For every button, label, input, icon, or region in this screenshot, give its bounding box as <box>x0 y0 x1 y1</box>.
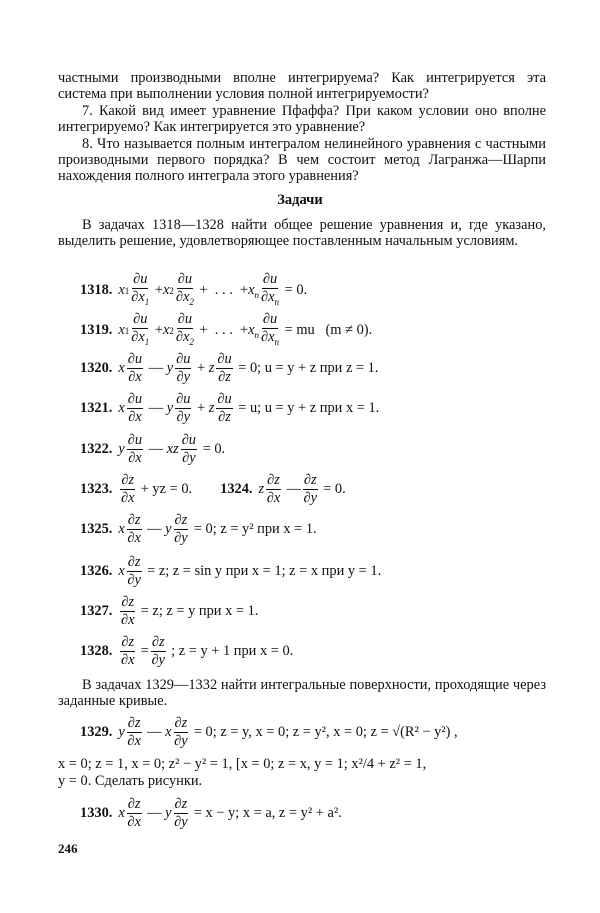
problem-number: 1322. <box>80 441 113 457</box>
problem-tail: + yz = 0. <box>140 481 193 497</box>
question-7: 7. Какой вид имеет уравнение Пфаффа? При каком условии оно вполне интегрируемо? Как интегрируется это уравнение? <box>58 103 546 135</box>
problem-tail: = 0. <box>202 441 226 457</box>
problem-number: 1327. <box>80 603 113 619</box>
instructions-1329-1332: В задачах 1329—1332 найти интегральные поверхности, проходящие через заданные кривые. <box>58 677 546 709</box>
problem-tail: = 0. <box>284 282 308 299</box>
problem-1329-line3: y = 0. Сделать рисунки. <box>58 773 203 789</box>
problem-tail: = z; z = y при x = 1. <box>140 603 259 619</box>
problem-number: 1323. <box>80 481 113 497</box>
problem-1321: 1321. x $\frac{\partial u}{\partial x}$ — y $\frac{\partial u}{\partial y}$ + z $\frac{\partial u}{\partial z}$ = u; u = y + z при x = 1. <box>80 391 380 425</box>
problem-number: 1326. <box>80 563 113 579</box>
problem-tail: = 0; u = y + z при z = 1. <box>238 360 379 376</box>
question-8: 8. Что называется полным интегралом нелинейного уравнения с частными производными первого порядка? В чем состоит метод Лагранжа—Шарпи нахождения полного интеграла этого уравнения? <box>58 136 546 184</box>
problem-number: 1318. <box>80 282 113 299</box>
problem-1328: 1328. $\frac{\partial z}{\partial x}$ = $\frac{\partial z}{\partial y}$ ; z = y + 1 при x = 0. <box>80 634 294 668</box>
problem-1329-line2: x = 0; z = 1, x = 0; z² − y² = 1, [x = 0; z = x, y = 1; x²/4 + z² = 1, <box>58 756 427 772</box>
problem-number: 1325. <box>80 521 113 537</box>
problem-1322: 1322. y $\frac{\partial u}{\partial x}$ — xz $\frac{\partial u}{\partial y}$ = 0. <box>80 432 226 466</box>
problem-number-1324: 1324. <box>220 481 253 497</box>
problem-tail: = 0; z = y, x = 0; z = y², x = 0; z = √(R² − y²) , <box>193 724 458 740</box>
problem-1320: 1320. x $\frac{\partial u}{\partial x}$ — y $\frac{\partial u}{\partial y}$ + z $\frac{\partial u}{\partial z}$ = 0; u = y + z при z = 1. <box>80 351 379 385</box>
problem-1326: 1326. x $\frac{\partial z}{\partial y}$ = z; z = sin y при x = 1; z = x при y = 1. <box>80 554 382 588</box>
problem-number: 1329. <box>80 724 113 740</box>
problem-number: 1330. <box>80 805 113 821</box>
problem-number: 1319. <box>80 322 113 339</box>
section-title: Задачи <box>277 192 323 208</box>
problem-1319: 1319. x 1 $\frac{\partial u}{\partial x_1}$ + x 2 $\frac{\partial u}{\partial x_2}$ + . . . + $x_n$ $\frac{\partial u}{\partial x_n}$ = mu (m ≠ 0). <box>80 311 373 347</box>
problem-tail: = u; u = y + z при x = 1. <box>238 400 380 416</box>
problem-1330: 1330. x $\frac{\partial z}{\partial x}$ — y $\frac{\partial z}{\partial y}$ = x − y; x = a, z = y² + a². <box>80 796 342 830</box>
problem-number: 1321. <box>80 400 113 416</box>
problem-1318: 1318. x 1 $\frac{\partial u}{\partial x_1}$ + x 2 $\frac{\partial u}{\partial x_2}$ + . . . + $x_n$ $\frac{\partial u}{\partial x_n}$ = 0. <box>80 271 308 307</box>
problem-1329: 1329. y $\frac{\partial z}{\partial x}$ — x $\frac{\partial z}{\partial y}$ = 0; z = y, x = 0; z = y², x = 0; z = √(R² − y²) , <box>80 715 458 749</box>
problem-tail: = 0; z = y² при x = 1. <box>193 521 317 537</box>
problem-1325: 1325. x $\frac{\partial z}{\partial x}$ — y $\frac{\partial z}{\partial y}$ = 0; z = y² при x = 1. <box>80 512 317 546</box>
problem-tail-1324: = 0. <box>323 481 346 497</box>
problem-1327: 1327. $\frac{\partial z}{\partial x}$ = z; z = y при x = 1. <box>80 594 259 628</box>
page-number: 246 <box>58 841 78 856</box>
problem-number: 1320. <box>80 360 113 376</box>
problem-tail: = x − y; x = a, z = y² + a². <box>193 805 342 821</box>
problem-number: 1328. <box>80 643 113 659</box>
intro-paragraph: частными производными вполне интегрируема? Как интегрируется эта система при выполнении условия полной интегрируемости? <box>58 70 546 102</box>
problem-tail: ; z = y + 1 при x = 0. <box>171 643 294 659</box>
problem-tail: = mu (m ≠ 0). <box>284 322 373 339</box>
instructions-1318-1328: В задачах 1318—1328 найти общее решение уравнения и, где указано, выделить решение, удовлетворяющее поставленным начальным условиям. <box>58 217 546 249</box>
problem-tail: = z; z = sin y при x = 1; z = x при y = 1. <box>147 563 382 579</box>
problem-1323: 1323. $\frac{\partial z}{\partial x}$ + yz = 0. 1324. z $\frac{\partial z}{\partial x}$ — $\frac{\partial z}{\partial y}$ = 0. <box>80 472 346 506</box>
